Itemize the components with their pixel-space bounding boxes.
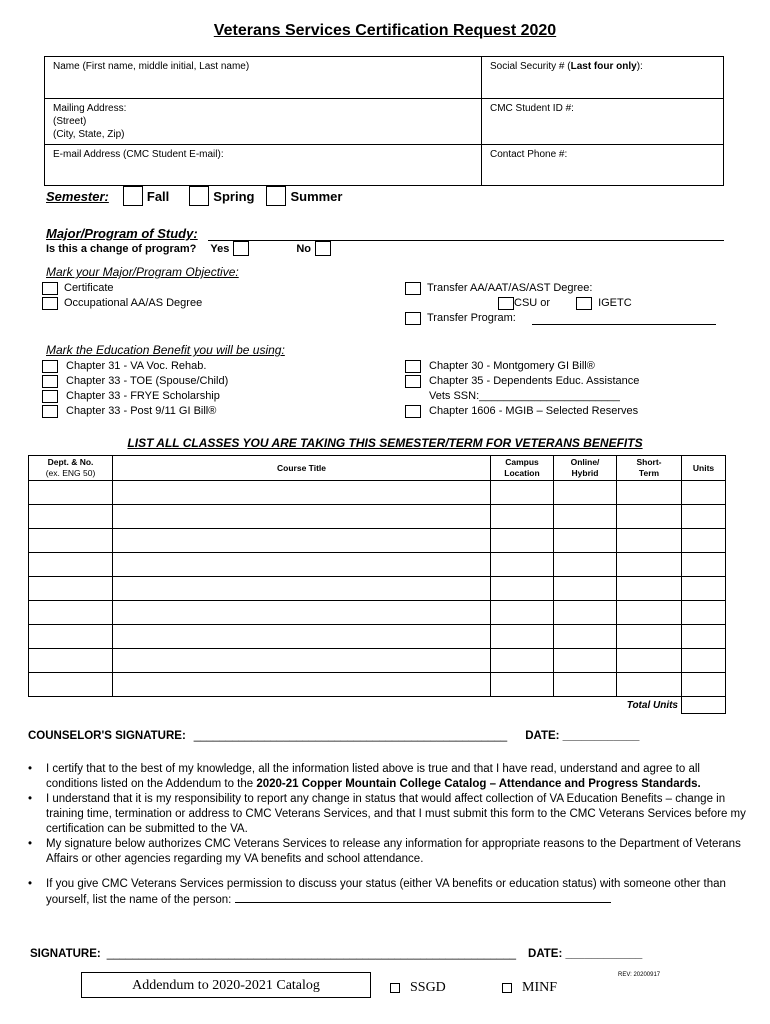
class-cell[interactable] [29, 577, 113, 601]
class-cell[interactable] [491, 577, 554, 601]
minf-label: MINF [522, 980, 558, 995]
class-row [29, 529, 726, 553]
class-row [29, 577, 726, 601]
class-row [29, 505, 726, 529]
major-input-line[interactable] [208, 227, 724, 241]
minf-item [502, 980, 557, 996]
ch33-post911-label: Chapter 33 - Post 9/11 GI Bill® [66, 405, 217, 417]
class-row [29, 481, 726, 505]
class-cell[interactable] [554, 577, 617, 601]
bullet-1-text [46, 762, 754, 792]
signature-date[interactable]: DATE: ____________ [528, 948, 643, 960]
class-cell[interactable] [29, 673, 113, 697]
class-cell[interactable] [554, 481, 617, 505]
class-cell[interactable] [29, 529, 113, 553]
bullet-item [28, 837, 754, 867]
class-cell[interactable] [29, 481, 113, 505]
bullet-dot: • [28, 838, 33, 850]
ssn-field[interactable] [482, 57, 724, 99]
objective-right [405, 281, 725, 326]
col-online-line2: Hybrid [571, 468, 599, 478]
class-cell[interactable] [617, 601, 682, 625]
class-cell[interactable] [113, 673, 491, 697]
certificate-label: Certificate [64, 282, 114, 294]
class-cell[interactable] [682, 481, 726, 505]
class-cell[interactable] [617, 481, 682, 505]
igetc-checkbox[interactable] [576, 297, 592, 310]
ssgd-item [390, 980, 446, 996]
name-label: Name (First name, middle initial, Last name) [53, 61, 250, 72]
mailing-field[interactable] [45, 99, 482, 145]
permission-name-line[interactable] [235, 892, 611, 903]
class-cell[interactable] [113, 601, 491, 625]
bullet-3-text: My signature below authorizes CMC Veterans Services to release any information for appropriate reasons to the Department of Veterans Affairs or other agencies regarding my VA benefits and school attendance. [46, 838, 741, 865]
class-cell[interactable] [617, 505, 682, 529]
classes-body [29, 481, 726, 697]
benefit-left [42, 359, 228, 419]
fall-checkbox[interactable] [123, 186, 143, 206]
spring-checkbox[interactable] [189, 186, 209, 206]
objective-left [42, 281, 202, 311]
certificate-checkbox[interactable] [42, 282, 58, 295]
student-info-table [44, 56, 724, 186]
yes-checkbox[interactable] [233, 241, 249, 256]
col-dept-line2: (ex. ENG 50) [45, 468, 96, 478]
class-cell[interactable] [491, 481, 554, 505]
benefit-right [405, 359, 639, 419]
certification-bullets [28, 762, 754, 908]
form-title: Veterans Services Certification Request 2020 [213, 22, 557, 39]
email-label: E-mail Address (CMC Student E-mail): [53, 149, 224, 160]
class-cell[interactable] [617, 553, 682, 577]
bullet-item [28, 792, 754, 837]
col-short-term-line2: Term [638, 468, 660, 478]
col-course-title [113, 456, 491, 481]
class-cell[interactable] [491, 601, 554, 625]
class-cell[interactable] [491, 529, 554, 553]
class-cell[interactable] [682, 553, 726, 577]
bullet-1-pre: I certify that to the best of my knowledge, all the information listed above is true and that I have read, understand and agree to all conditions listed on the Addendum to the [46, 763, 700, 790]
igetc-label: IGETC [598, 297, 632, 309]
semester-row [46, 186, 342, 206]
bullet-4-text: If you give CMC Veterans Services permission to discuss your status (either VA benefits or education status) with someone other than yourself, list the name of the person: [46, 878, 726, 906]
benefit-label: Mark the Education Benefit you will be using: [46, 343, 285, 357]
class-cell[interactable] [491, 673, 554, 697]
total-units-cell[interactable] [682, 697, 726, 714]
major-label: Major/Program of Study: [46, 226, 198, 241]
bullet-dot: • [28, 763, 33, 775]
ch33-post911-checkbox[interactable] [42, 405, 58, 418]
class-cell[interactable] [113, 625, 491, 649]
bullet-2-text: I understand that it is my responsibility to report any change in status that would affect collection of VA Education Benefits – change in training time, termination or address to CMC Veterans Services, and that I must submit this form to the CMC Veterans Services before my certification can be submitted to the VA. [46, 793, 746, 835]
fall-label: Fall [146, 188, 170, 204]
street-label: (Street) [53, 116, 87, 127]
classes-heading: LIST ALL CLASSES YOU ARE TAKING THIS SEMESTER/TERM FOR VETERANS BENEFITS [127, 436, 643, 450]
col-dept-line1: Dept. & No. [47, 457, 94, 467]
phone-field[interactable] [482, 145, 724, 186]
class-cell[interactable] [491, 505, 554, 529]
mailing-label: Mailing Address: [53, 103, 127, 114]
ssn-label-bold: Last four only [570, 61, 637, 72]
summer-label: Summer [290, 188, 343, 204]
occupational-label: Occupational AA/AS Degree [64, 297, 203, 309]
phone-label: Contact Phone #: [490, 149, 568, 160]
occupational-checkbox[interactable] [42, 297, 58, 310]
class-cell[interactable] [491, 649, 554, 673]
minf-checkbox[interactable] [502, 983, 512, 993]
class-cell[interactable] [682, 577, 726, 601]
bullet-dot: • [28, 878, 33, 890]
bullet-dot: • [28, 793, 33, 805]
bullet-item [28, 877, 754, 908]
objective-label: Mark your Major/Program Objective: [46, 265, 239, 279]
csu-label: CSU or [514, 297, 551, 309]
class-cell[interactable] [682, 649, 726, 673]
ch31-label: Chapter 31 - VA Voc. Rehab. [66, 360, 207, 372]
student-id-label: CMC Student ID #: [490, 103, 574, 114]
addendum-box: Addendum to 2020-2021 Catalog [81, 972, 371, 998]
ssgd-checkbox[interactable] [390, 983, 400, 993]
class-cell[interactable] [682, 505, 726, 529]
classes-table [28, 455, 726, 714]
summer-checkbox[interactable] [266, 186, 286, 206]
class-row [29, 601, 726, 625]
col-online [554, 456, 617, 481]
yes-label: Yes [210, 242, 230, 255]
semester-label: Semester: [46, 188, 109, 204]
ssn-label-end: ): [636, 61, 643, 72]
ch30-checkbox[interactable] [405, 360, 421, 373]
class-row [29, 673, 726, 697]
class-cell[interactable] [554, 553, 617, 577]
class-cell[interactable] [554, 673, 617, 697]
vets-ssn-label: Vets SSN:_______________________ [429, 390, 620, 402]
class-cell[interactable] [617, 625, 682, 649]
col-short-term [617, 456, 682, 481]
ch35-checkbox[interactable] [405, 375, 421, 388]
class-row [29, 649, 726, 673]
class-cell[interactable] [682, 625, 726, 649]
col-course-title-label: Course Title [277, 462, 326, 473]
student-id-field[interactable] [482, 99, 724, 145]
change-program-question: Is this a change of program? [46, 242, 197, 255]
class-cell[interactable] [617, 649, 682, 673]
col-campus [491, 456, 554, 481]
ssgd-label: SSGD [410, 980, 446, 995]
class-cell[interactable] [682, 673, 726, 697]
ch35-label: Chapter 35 - Dependents Educ. Assistance [429, 375, 640, 387]
csu-checkbox[interactable] [498, 297, 514, 310]
signature-row [30, 948, 642, 960]
ch33-toe-checkbox[interactable] [42, 375, 58, 388]
counselor-signature-line[interactable]: _________________________________________________ [193, 730, 508, 742]
col-online-line1: Online/ [570, 457, 600, 467]
class-cell[interactable] [113, 505, 491, 529]
class-cell[interactable] [554, 505, 617, 529]
class-cell[interactable] [491, 625, 554, 649]
col-units-label: Units [692, 462, 715, 473]
class-cell[interactable] [113, 481, 491, 505]
signature-line[interactable]: ________________________________________________________________ [106, 948, 517, 960]
total-row [29, 697, 726, 714]
class-cell[interactable] [682, 601, 726, 625]
class-cell[interactable] [617, 673, 682, 697]
transfer-degree-checkbox[interactable] [405, 282, 421, 295]
total-units-label: Total Units [626, 699, 678, 711]
class-cell[interactable] [554, 529, 617, 553]
spring-label: Spring [213, 188, 255, 204]
transfer-program-line[interactable] [532, 313, 716, 325]
class-cell[interactable] [113, 577, 491, 601]
ch33-toe-label: Chapter 33 - TOE (Spouse/Child) [66, 375, 229, 387]
class-cell[interactable] [113, 649, 491, 673]
transfer-program-checkbox[interactable] [405, 312, 421, 325]
ch30-label: Chapter 30 - Montgomery GI Bill® [429, 360, 595, 372]
no-label: No [296, 242, 311, 255]
email-field[interactable] [45, 145, 482, 186]
name-field[interactable] [45, 57, 482, 99]
class-cell[interactable] [29, 505, 113, 529]
change-program-row [46, 241, 331, 256]
ch1606-checkbox[interactable] [405, 405, 421, 418]
counselor-label: COUNSELOR'S SIGNATURE: [28, 730, 186, 742]
city-label: (City, State, Zip) [53, 129, 125, 140]
ssn-label: Social Security # ( [490, 61, 571, 72]
class-cell[interactable] [491, 553, 554, 577]
counselor-row [28, 730, 639, 742]
class-cell[interactable] [29, 553, 113, 577]
class-cell[interactable] [617, 529, 682, 553]
ch31-checkbox[interactable] [42, 360, 58, 373]
class-cell[interactable] [682, 529, 726, 553]
col-campus-line2: Location [504, 468, 540, 478]
class-cell[interactable] [554, 649, 617, 673]
class-cell[interactable] [29, 625, 113, 649]
col-units [682, 456, 726, 481]
class-cell[interactable] [554, 601, 617, 625]
revision-label: REV: 20200917 [618, 972, 661, 978]
class-cell[interactable] [113, 529, 491, 553]
no-checkbox[interactable] [315, 241, 331, 256]
bullet-item [28, 762, 754, 792]
classes-header-row [29, 456, 726, 481]
ch1606-label: Chapter 1606 - MGIB – Selected Reserves [429, 405, 639, 417]
class-cell[interactable] [554, 625, 617, 649]
col-short-term-line1: Short- [636, 457, 662, 467]
class-cell[interactable] [113, 553, 491, 577]
class-cell[interactable] [29, 601, 113, 625]
transfer-degree-label: Transfer AA/AAT/AS/AST Degree: [427, 282, 593, 294]
counselor-date[interactable]: DATE: ____________ [525, 730, 640, 742]
ch33-frye-label: Chapter 33 - FRYE Scholarship [66, 390, 220, 402]
class-cell[interactable] [617, 577, 682, 601]
class-row [29, 625, 726, 649]
col-campus-line1: Campus [505, 457, 539, 467]
class-cell[interactable] [29, 649, 113, 673]
bullet-1-bold: 2020-21 Copper Mountain College Catalog – Attendance and Progress Standards. [256, 778, 701, 790]
col-dept [29, 456, 113, 481]
ch33-frye-checkbox[interactable] [42, 390, 58, 403]
signature-label: SIGNATURE: [30, 948, 101, 960]
class-row [29, 553, 726, 577]
transfer-program-label: Transfer Program: [427, 312, 516, 324]
